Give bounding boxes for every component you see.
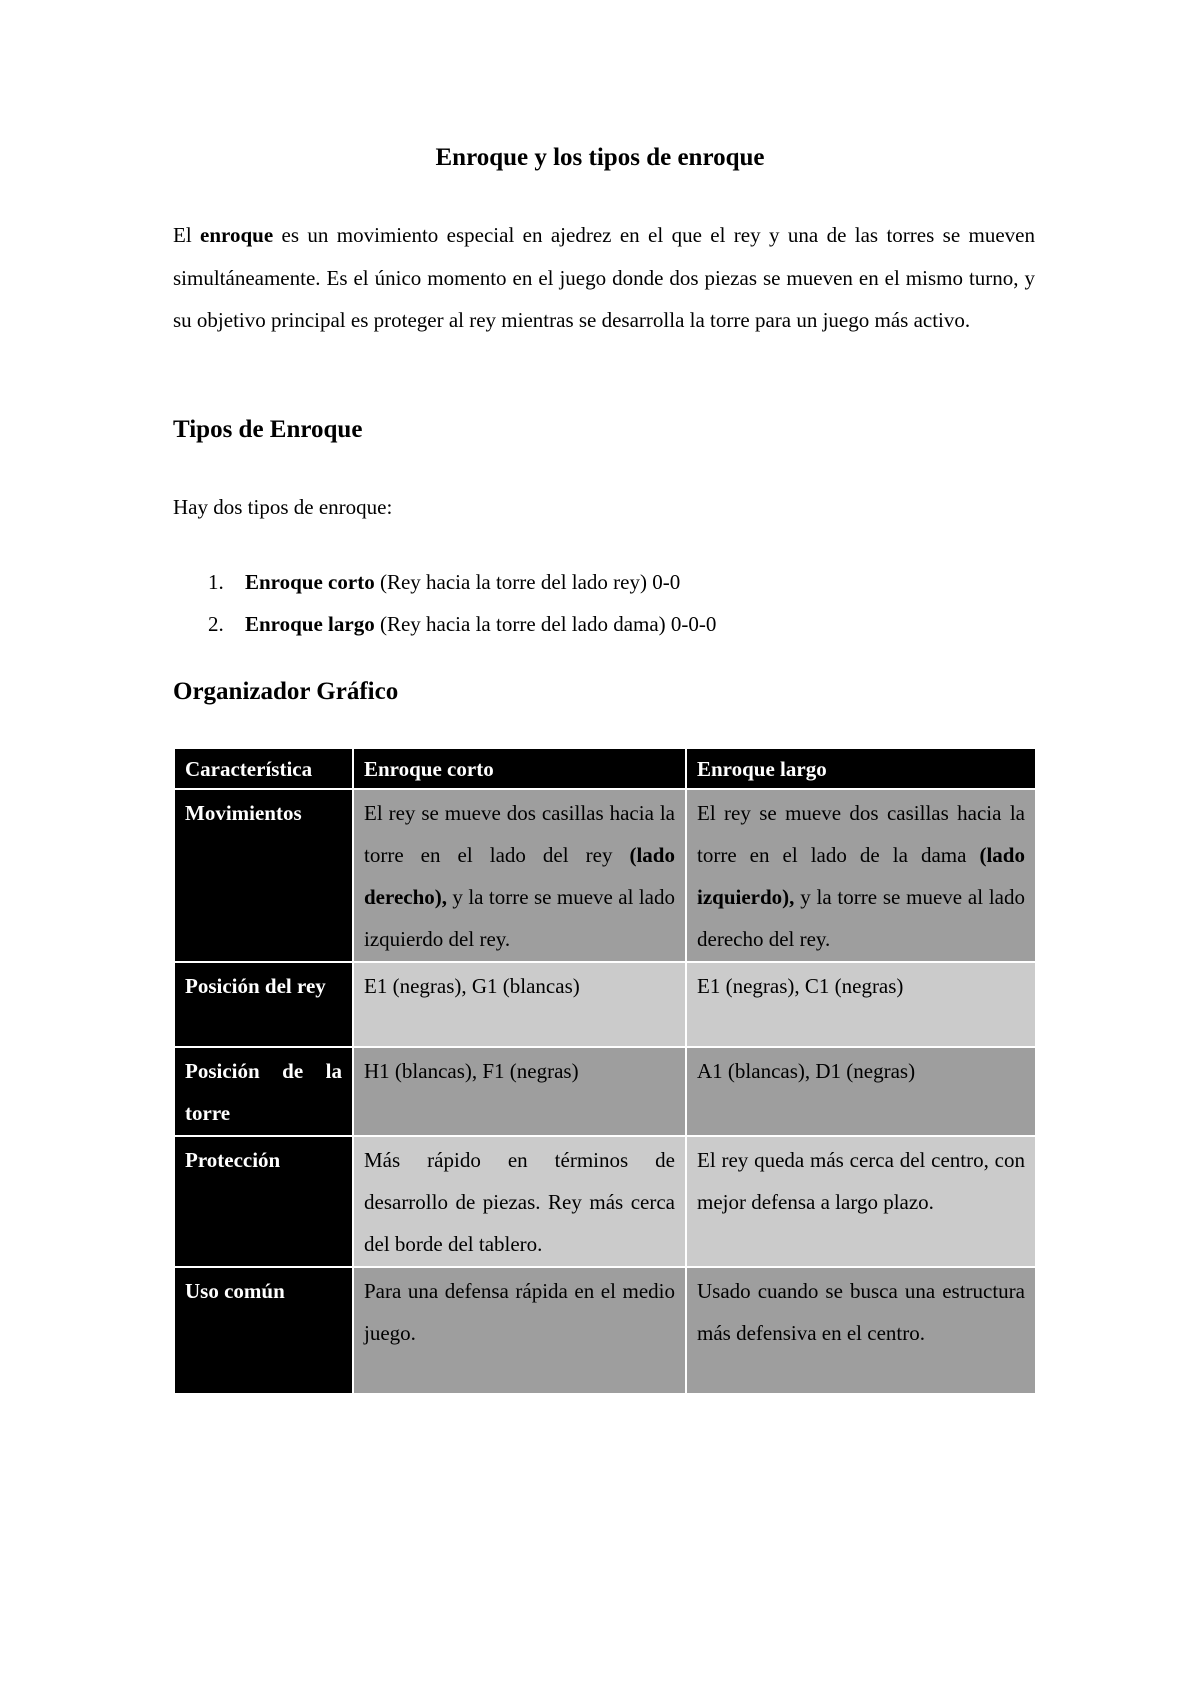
cell-text: El rey se mueve dos casillas hacia la torre en el lado del rey xyxy=(364,801,675,867)
intro-term: enroque xyxy=(200,223,274,247)
document-title: Enroque y los tipos de enroque xyxy=(435,144,765,171)
cell-text: y la torre se mueve al lado derecho del rey. xyxy=(697,885,1025,951)
row-header: Uso común xyxy=(174,1267,353,1394)
table-cell: Usado cuando se busca una estructura más defensiva en el centro. xyxy=(686,1267,1036,1394)
section-heading-types: Tipos de Enroque xyxy=(173,416,363,443)
intro-paragraph xyxy=(173,214,1035,342)
table-cell: Más rápido en términos de desarrollo de piezas. Rey más cerca del borde del tablero. xyxy=(353,1136,686,1267)
table-cell xyxy=(353,789,686,962)
list-item-number: 1. xyxy=(208,570,224,594)
row-header: Posición del rey xyxy=(174,962,353,1047)
types-lead: Hay dos tipos de enroque: xyxy=(173,495,393,519)
table-cell: Para una defensa rápida en el medio juego. xyxy=(353,1267,686,1394)
table-cell: E1 (negras), C1 (negras) xyxy=(686,962,1036,1047)
row-header: Movimientos xyxy=(174,789,353,962)
table-cell xyxy=(686,789,1036,962)
cell-text: El rey se mueve dos casillas hacia la torre en el lado de la dama xyxy=(697,801,1025,867)
table-row xyxy=(174,789,1036,962)
list-item-number: 2. xyxy=(208,612,224,636)
table-header-row xyxy=(174,748,1036,789)
column-header: Característica xyxy=(174,748,353,789)
table-cell: H1 (blancas), F1 (negras) xyxy=(353,1047,686,1136)
table-row xyxy=(174,1267,1036,1394)
list-item xyxy=(173,603,716,645)
row-header: Protección xyxy=(174,1136,353,1267)
column-header: Enroque largo xyxy=(686,748,1036,789)
organizer-table xyxy=(173,747,1037,1395)
list-item-name: Enroque corto xyxy=(245,570,375,594)
cell-text: y la torre se mueve al lado izquierdo del rey. xyxy=(364,885,675,951)
cell-bold-text: (lado izquierdo), xyxy=(697,843,1025,909)
table-cell: A1 (blancas), D1 (negras) xyxy=(686,1047,1036,1136)
row-header: Posición de la torre xyxy=(174,1047,353,1136)
types-list xyxy=(173,561,716,645)
table-row xyxy=(174,1047,1036,1136)
intro-lead: El xyxy=(173,223,201,247)
section-heading-organizer: Organizador Gráfico xyxy=(173,678,399,705)
list-item-name: Enroque largo xyxy=(245,612,375,636)
cell-bold-text: (lado derecho), xyxy=(364,843,675,909)
list-item xyxy=(173,561,716,603)
column-header: Enroque corto xyxy=(353,748,686,789)
list-item-detail: (Rey hacia la torre del lado dama) 0-0-0 xyxy=(374,612,717,636)
table-cell: El rey queda más cerca del centro, con mejor defensa a largo plazo. xyxy=(686,1136,1036,1267)
table-cell: E1 (negras), G1 (blancas) xyxy=(353,962,686,1047)
table-row xyxy=(174,962,1036,1047)
intro-rest: es un movimiento especial en ajedrez en el que el rey y una de las torres se mueven simultáneamente. Es el único momento en el juego donde dos piezas se mueven en el mismo turno, y su objetivo principal es proteger al rey mientras se desarrolla la torre para un juego más activo. xyxy=(173,223,1035,332)
table-row xyxy=(174,1136,1036,1267)
list-item-detail: (Rey hacia la torre del lado rey) 0-0 xyxy=(374,570,681,594)
